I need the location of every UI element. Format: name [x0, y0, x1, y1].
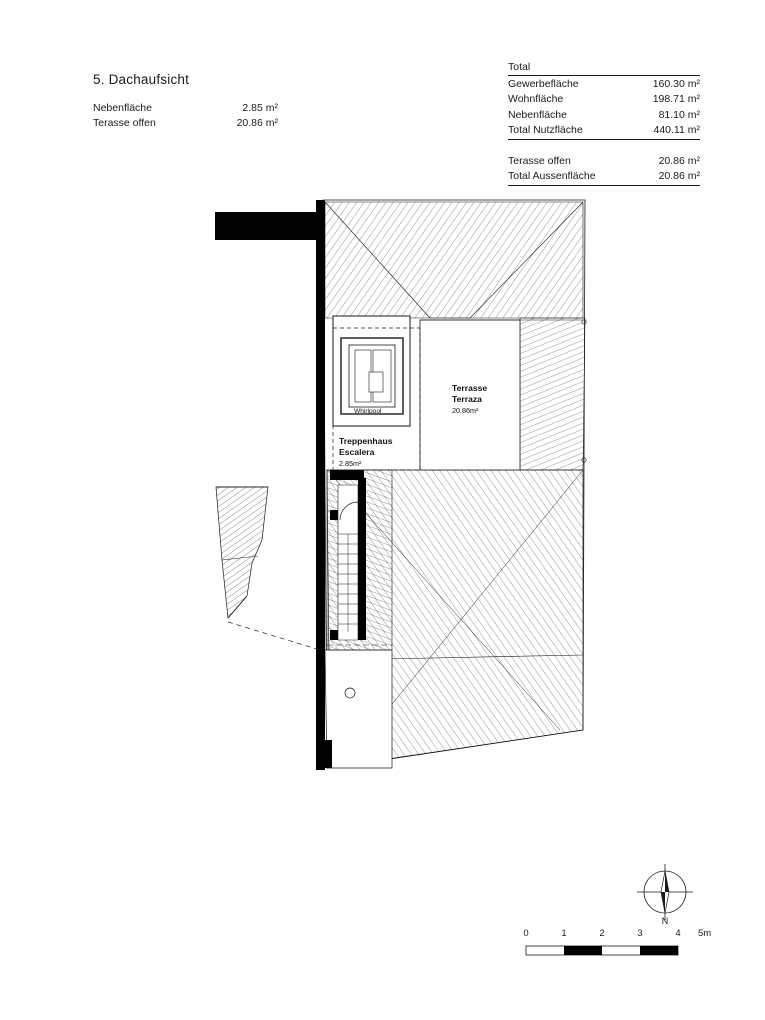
north-arrow	[630, 862, 700, 934]
north-letter: N	[661, 916, 669, 926]
schedule-row-label: Gewerbefläche	[508, 78, 579, 91]
schedule-row-value: 160.30 m²	[652, 78, 700, 91]
scale-tick-0: 0	[523, 928, 529, 939]
schedule-row-label: Wohnfläche	[508, 93, 564, 106]
room-label-stairs	[339, 436, 392, 469]
room-label-stairs-de: Treppenhaus	[339, 436, 393, 446]
scale-unit: 5m	[698, 928, 712, 939]
room-label-whirlpool: Whirlpool	[354, 408, 382, 415]
adjacent-building	[216, 487, 320, 650]
room-label-stairs-es: Escalera	[339, 447, 375, 457]
room-label-terrace-de: Terrasse	[452, 383, 488, 393]
schedule-row-label: Total Nutzfläche	[508, 123, 583, 136]
scale-tick-3: 3	[637, 928, 643, 939]
schedule-row-value: 198.71 m²	[652, 93, 700, 106]
staircase	[338, 485, 358, 640]
schedule-row-label: Total Aussenfläche	[508, 170, 596, 183]
page-title: 5. Dachaufsicht	[93, 72, 190, 87]
room-label-terrace	[452, 383, 487, 416]
schedule-row-label: Terasse offen	[508, 155, 571, 168]
area-row-value: 2.85 m²	[242, 102, 278, 114]
schedule-row-value: 81.10 m²	[658, 108, 700, 121]
scale-bar	[520, 928, 720, 960]
room-label-terrace-es: Terraza	[452, 394, 482, 404]
area-row-value: 20.86 m²	[236, 117, 278, 129]
scale-tick-2: 2	[599, 928, 605, 939]
scale-tick-4: 4	[675, 928, 681, 939]
schedule-row-value: 20.86 m²	[658, 155, 700, 168]
schedule-heading: Total	[508, 60, 700, 76]
room-label-stairs-area: 2.85m²	[339, 459, 362, 468]
scale-bar-labels	[520, 928, 720, 942]
room-label-terrace-area: 20.86m²	[452, 406, 479, 415]
scale-tick-1: 1	[561, 928, 567, 939]
schedule-row-label: Nebenfläche	[508, 108, 567, 121]
area-row-label: Nebenfläche	[93, 102, 152, 114]
schedule-row-value: 20.86 m²	[658, 170, 700, 183]
area-row-label: Terasse offen	[93, 117, 156, 129]
scale-bar-graphic	[520, 944, 720, 962]
schedule-row-value: 440.11 m²	[653, 123, 700, 136]
